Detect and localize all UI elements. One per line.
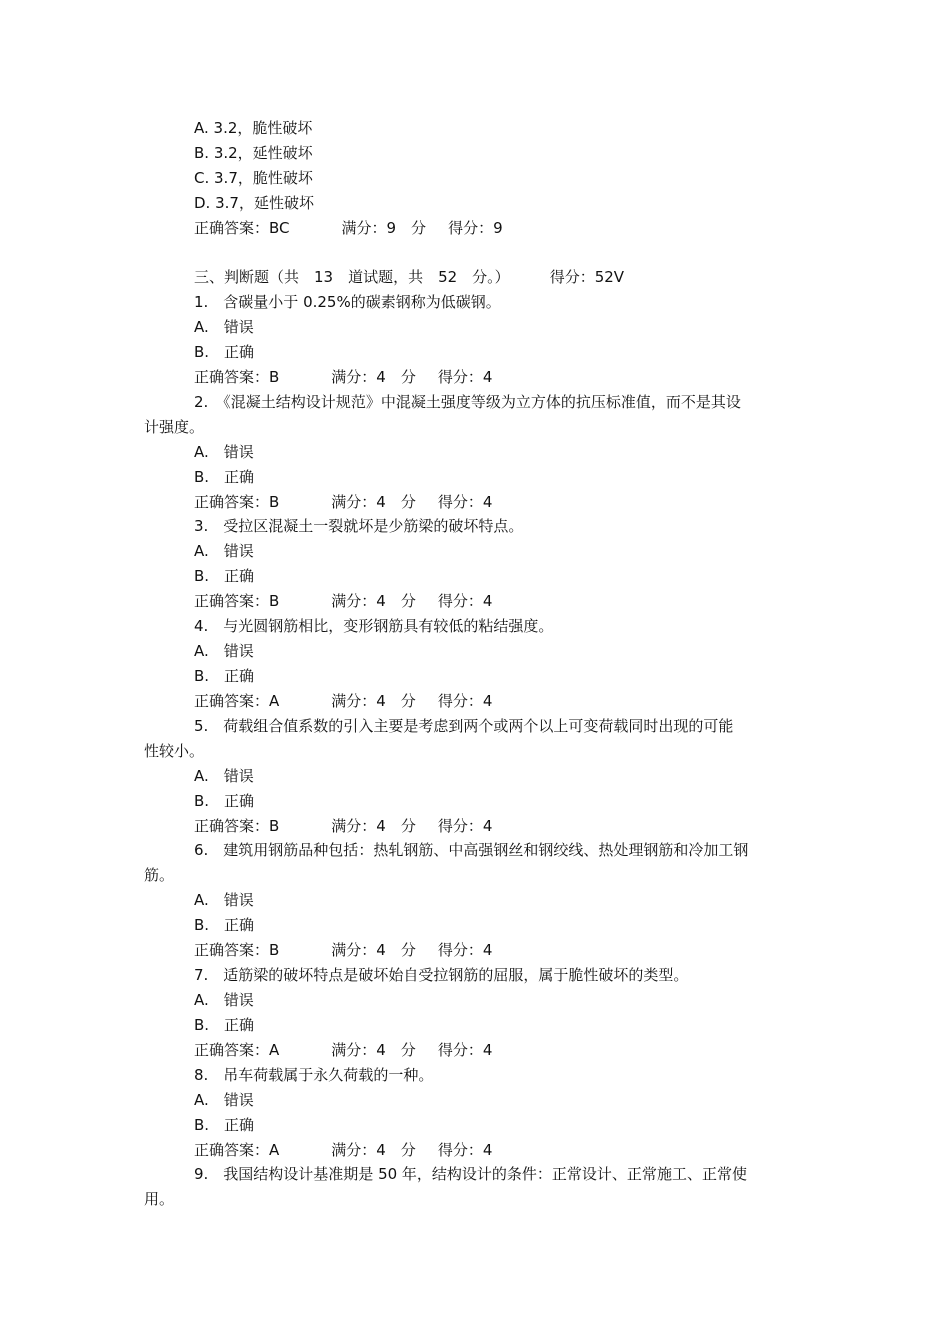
question-text: 6. 建筑用钢筋品种包括：热轧钢筋、中高强钢丝和钢绞线、热处理钢筋和冷加工钢: [194, 841, 749, 859]
option-a: A. 错误: [194, 991, 254, 1009]
full-score: 满分：9 分: [341, 219, 427, 237]
full-score: 满分：4 分: [331, 692, 416, 710]
earned-score: 得分：4: [437, 1141, 493, 1159]
option-a: A. 错误: [194, 443, 254, 461]
option-b: B. 正确: [194, 343, 255, 361]
section-score: 得分：52V: [549, 268, 625, 286]
option-a: A. 3.2，脆性破坏: [194, 119, 313, 137]
question-text-cont: 计强度。: [144, 418, 205, 436]
correct-answer: 正确答案：A: [194, 1041, 280, 1059]
section-title: 三、判断题（共 13 道试题，共 52 分。）: [194, 268, 510, 286]
full-score: 满分：4 分: [331, 368, 416, 386]
question-text-cont: 筋。: [144, 866, 175, 884]
answer-line: [194, 1139, 492, 1161]
answer-line: [194, 590, 492, 612]
question-text: 8. 吊车荷载属于永久荷载的一种。: [194, 1066, 434, 1084]
option-b: B. 正确: [194, 667, 255, 685]
option-c: C. 3.7，脆性破坏: [194, 169, 313, 187]
option-a: A. 错误: [194, 542, 254, 560]
option-b: B. 正确: [194, 1116, 255, 1134]
earned-score: 得分：4: [437, 941, 493, 959]
question-text: 1. 含碳量小于 0.25%的碳素钢称为低碳钢。: [194, 293, 501, 311]
full-score: 满分：4 分: [331, 493, 416, 511]
earned-score: 得分：9: [448, 219, 503, 237]
answer-line: [194, 217, 503, 239]
question-text: 4. 与光圆钢筋相比，变形钢筋具有较低的粘结强度。: [194, 617, 554, 635]
option-b: B. 正确: [194, 468, 255, 486]
answer-line: [194, 366, 492, 388]
option-a: A. 错误: [194, 891, 254, 909]
correct-answer: 正确答案：B: [194, 941, 280, 959]
correct-answer: 正确答案：B: [194, 592, 280, 610]
earned-score: 得分：4: [437, 817, 493, 835]
option-b: B. 3.2，延性破坏: [194, 144, 313, 162]
answer-line: [194, 815, 492, 837]
correct-answer: 正确答案：A: [194, 1141, 280, 1159]
earned-score: 得分：4: [437, 493, 493, 511]
full-score: 满分：4 分: [331, 941, 416, 959]
full-score: 满分：4 分: [331, 1141, 416, 1159]
option-d: D. 3.7，延性破坏: [194, 194, 314, 212]
full-score: 满分：4 分: [331, 592, 416, 610]
full-score: 满分：4 分: [331, 817, 416, 835]
option-b: B. 正确: [194, 567, 255, 585]
answer-line: [194, 1039, 492, 1061]
option-a: A. 错误: [194, 318, 254, 336]
question-text: 3. 受拉区混凝土一裂就坏是少筋梁的破坏特点。: [194, 517, 524, 535]
option-a: A. 错误: [194, 1091, 254, 1109]
option-b: B. 正确: [194, 916, 255, 934]
correct-answer: 正确答案：B: [194, 817, 280, 835]
answer-line: [194, 939, 492, 961]
earned-score: 得分：4: [437, 368, 493, 386]
question-text: 2. 《混凝土结构设计规范》中混凝土强度等级为立方体的抗压标准值，而不是其设: [194, 393, 741, 411]
option-b: B. 正确: [194, 792, 255, 810]
option-b: B. 正确: [194, 1016, 255, 1034]
section-header: [194, 266, 624, 288]
earned-score: 得分：4: [437, 1041, 493, 1059]
answer-line: [194, 690, 492, 712]
earned-score: 得分：4: [437, 592, 493, 610]
earned-score: 得分：4: [437, 692, 493, 710]
full-score: 满分：4 分: [331, 1041, 416, 1059]
correct-answer: 正确答案：BC: [194, 219, 290, 237]
question-text: 9. 我国结构设计基准期是 50 年，结构设计的条件：正常设计、正常施工、正常使: [194, 1165, 747, 1183]
correct-answer: 正确答案：B: [194, 368, 280, 386]
question-text-cont: 性较小。: [144, 742, 205, 760]
question-text: 5. 荷载组合值系数的引入主要是考虑到两个或两个以上可变荷载同时出现的可能: [194, 717, 734, 735]
option-a: A. 错误: [194, 767, 254, 785]
question-text-cont: 用。: [144, 1190, 175, 1208]
correct-answer: 正确答案：B: [194, 493, 280, 511]
option-a: A. 错误: [194, 642, 254, 660]
answer-line: [194, 491, 492, 513]
question-text: 7. 适筋梁的破坏特点是破坏始自受拉钢筋的屈服，属于脆性破坏的类型。: [194, 966, 689, 984]
correct-answer: 正确答案：A: [194, 692, 280, 710]
